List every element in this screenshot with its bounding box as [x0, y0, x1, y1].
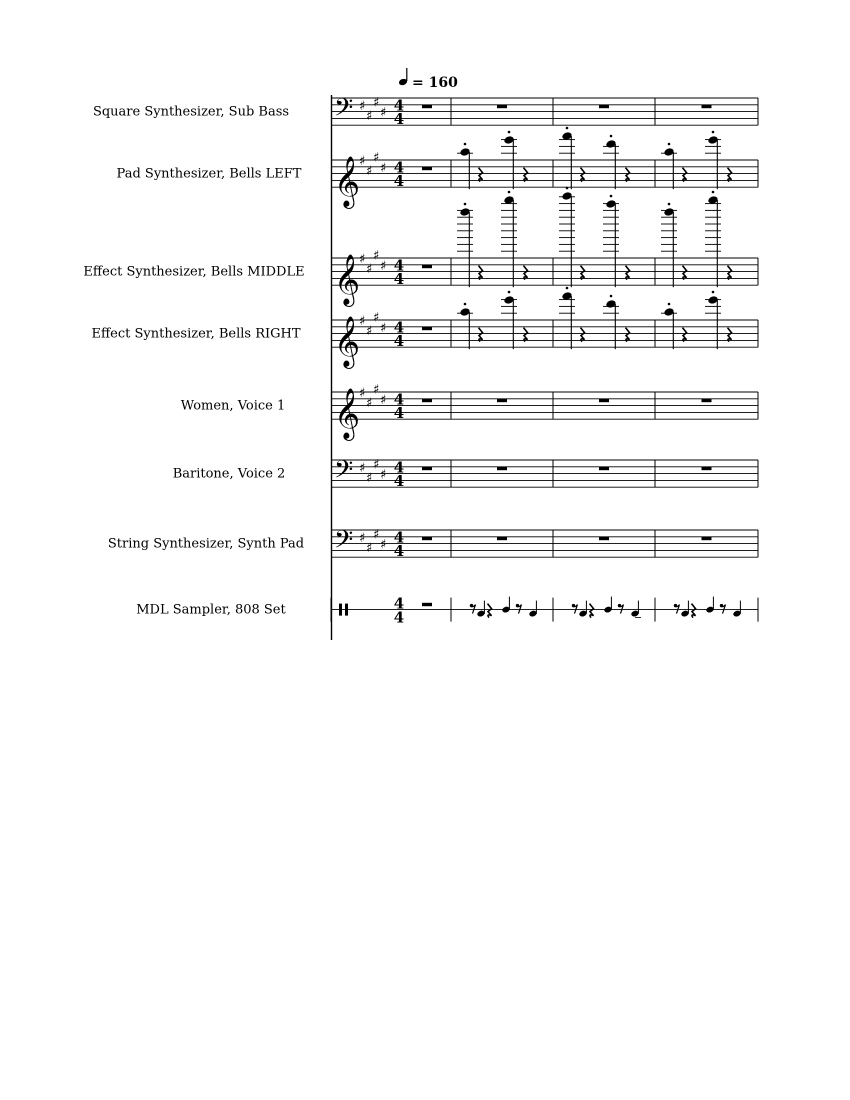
key-sharp-icon: ♯: [366, 471, 373, 486]
measure-1: [422, 327, 432, 330]
quarter-rest: [626, 266, 630, 280]
whole-rest: [599, 105, 609, 108]
quarter-rest: [683, 328, 687, 342]
key-sharp-icon: ♯: [380, 537, 387, 553]
measure-2: [497, 537, 507, 540]
measure-3: [599, 399, 609, 402]
staff-bells-middle: [83, 187, 758, 308]
time-signature-numerator: 4: [393, 528, 405, 547]
whole-rest: [599, 537, 609, 540]
whole-rest: [702, 399, 712, 402]
instrument-name: Effect Synthesizer, Bells MIDDLE: [83, 264, 305, 280]
quarter-rest: [479, 266, 483, 280]
measure-1: [422, 467, 432, 470]
measure-4: [702, 105, 712, 108]
key-sharp-icon: ♯: [373, 310, 380, 326]
measure-1: [422, 265, 432, 268]
staccato-dot: [464, 143, 467, 146]
staff-bells-left: [117, 127, 758, 210]
time-signature-numerator: 4: [393, 390, 405, 409]
staccato-dot: [508, 131, 511, 134]
treble-clef-icon: 𝄞: [334, 156, 361, 208]
percussion-clef-icon: [339, 604, 342, 616]
quarter-rest: [524, 328, 528, 342]
key-sharp-icon: ♯: [373, 527, 380, 543]
key-sharp-icon: ♯: [359, 252, 366, 267]
instrument-name: MDL Sampler, 808 Set: [136, 602, 286, 618]
treble-clef-icon: 𝄞: [334, 316, 361, 368]
key-sharp-icon: ♯: [366, 324, 373, 340]
staccato-dot: [566, 127, 569, 130]
time-signature-numerator: 4: [393, 256, 405, 275]
instrument-name: Effect Synthesizer, Bells RIGHT: [91, 326, 301, 342]
measure-3: [599, 105, 609, 108]
key-sharp-icon: ♯: [359, 530, 366, 546]
time-signature-denominator: 4: [393, 270, 405, 289]
whole-rest: [422, 167, 432, 170]
quarter-rest: [581, 266, 585, 280]
staccato-dot: [712, 131, 715, 134]
quarter-rest: [590, 604, 594, 618]
time-signature-numerator: 4: [393, 158, 405, 177]
staff-synth-pad: [108, 525, 758, 560]
quarter-rest: [728, 168, 732, 182]
whole-rest: [702, 105, 712, 108]
key-sharp-icon: ♯: [359, 314, 366, 329]
staccato-dot: [464, 203, 467, 206]
measure-4: [661, 191, 732, 288]
measure-3: [559, 187, 630, 288]
time-signature-denominator: 4: [393, 404, 405, 423]
measure-4: [674, 597, 742, 618]
whole-rest: [497, 467, 507, 470]
quarter-rest: [626, 168, 630, 182]
quarter-rest: [479, 168, 483, 182]
staff-baritone: [173, 455, 758, 490]
whole-rest: [422, 105, 432, 108]
tempo-quarter-note-icon: [398, 68, 408, 86]
whole-rest: [497, 537, 507, 540]
time-signature-numerator: 4: [393, 318, 405, 337]
measure-1: [422, 399, 432, 402]
whole-rest: [422, 537, 432, 540]
instrument-name: String Synthesizer, Synth Pad: [107, 536, 305, 552]
key-sharp-icon: ♯: [359, 460, 366, 476]
staff-sub-bass: [93, 93, 758, 128]
bass-clef-icon: 𝄢: [334, 455, 354, 491]
quarter-rest: [524, 266, 528, 280]
key-sharp-icon: ♯: [359, 154, 366, 169]
time-signature-denominator: 4: [393, 472, 405, 491]
staccato-dot: [712, 191, 715, 194]
measure-2: [470, 597, 538, 618]
staccato-dot: [668, 143, 671, 146]
time-signature-numerator: 4: [393, 458, 405, 477]
key-sharp-icon: ♯: [373, 457, 380, 473]
key-sharp-icon: ♯: [373, 150, 380, 166]
measure-3: [572, 597, 641, 618]
time-signature-denominator: 4: [393, 110, 405, 129]
time-signature-numerator: 4: [393, 594, 405, 613]
staccato-dot: [566, 287, 569, 290]
key-sharp-icon: ♯: [366, 109, 373, 124]
treble-clef-icon: 𝄞: [334, 388, 361, 440]
staccato-dot: [508, 291, 511, 294]
instrument-name: Women, Voice 1: [180, 398, 286, 414]
quarter-rest: [626, 328, 630, 342]
measure-4: [702, 537, 712, 540]
key-sharp-icon: ♯: [380, 258, 387, 274]
time-signature-denominator: 4: [393, 332, 405, 351]
measure-1: [422, 105, 432, 108]
time-signature-denominator: 4: [393, 608, 405, 627]
measure-4: [702, 399, 712, 402]
measure-2: [457, 191, 528, 288]
whole-rest: [422, 399, 432, 402]
quarter-rest: [692, 604, 696, 618]
time-signature-numerator: 4: [393, 96, 405, 115]
staccato-dot: [464, 303, 467, 306]
measure-3: [559, 127, 630, 190]
time-signature-denominator: 4: [393, 542, 405, 561]
key-sharp-icon: ♯: [359, 98, 366, 114]
key-sharp-icon: ♯: [373, 248, 380, 264]
quarter-rest: [581, 168, 585, 182]
bass-clef-icon: 𝄢: [334, 93, 354, 129]
key-sharp-icon: ♯: [380, 392, 387, 408]
measure-3: [559, 287, 630, 350]
quarter-rest: [524, 168, 528, 182]
instrument-name: Baritone, Voice 2: [172, 466, 286, 482]
instrument-name: Square Synthesizer, Sub Bass: [92, 104, 290, 120]
staccato-dot: [668, 303, 671, 306]
whole-rest: [497, 105, 507, 108]
key-sharp-icon: ♯: [373, 95, 380, 111]
whole-rest: [599, 399, 609, 402]
staccato-dot: [610, 195, 613, 198]
staccato-dot: [610, 295, 613, 298]
measure-3: [599, 467, 609, 470]
whole-rest: [422, 603, 432, 606]
staccato-dot: [712, 291, 715, 294]
measure-2: [497, 399, 507, 402]
staccato-dot: [508, 191, 511, 194]
key-sharp-icon: ♯: [380, 160, 387, 176]
measure-3: [599, 537, 609, 540]
key-sharp-icon: ♯: [380, 105, 387, 121]
percussion-clef-icon: [345, 604, 348, 616]
quarter-rest: [728, 328, 732, 342]
whole-rest: [702, 467, 712, 470]
quarter-rest: [479, 328, 483, 342]
staccato-dot: [566, 187, 569, 190]
time-signature-denominator: 4: [393, 172, 405, 191]
quarter-rest: [683, 168, 687, 182]
key-sharp-icon: ♯: [373, 382, 380, 398]
key-sharp-icon: ♯: [366, 396, 373, 412]
measure-1: [422, 167, 432, 170]
staff-women: [181, 383, 758, 442]
staccato-dot: [668, 203, 671, 206]
tempo-text: = 160: [412, 75, 458, 91]
quarter-rest: [581, 328, 585, 342]
key-sharp-icon: ♯: [380, 467, 387, 483]
measure-1: [422, 603, 432, 606]
measure-2: [497, 467, 507, 470]
whole-rest: [422, 327, 432, 330]
treble-clef-icon: 𝄞: [334, 254, 361, 306]
whole-rest: [497, 399, 507, 402]
tempo-marking: [398, 68, 458, 91]
measure-2: [497, 105, 507, 108]
key-sharp-icon: ♯: [366, 541, 373, 556]
measure-4: [702, 467, 712, 470]
instrument-name: Pad Synthesizer, Bells LEFT: [116, 166, 302, 182]
whole-rest: [599, 467, 609, 470]
staff-bells-right: [91, 287, 758, 370]
key-sharp-icon: ♯: [359, 386, 366, 401]
staff-drums: [136, 595, 758, 627]
whole-rest: [702, 537, 712, 540]
measure-1: [422, 537, 432, 540]
key-sharp-icon: ♯: [366, 262, 373, 278]
quarter-rest: [488, 604, 492, 618]
staccato-dot: [610, 135, 613, 138]
whole-rest: [422, 467, 432, 470]
bass-clef-icon: 𝄢: [334, 525, 354, 561]
quarter-rest: [728, 266, 732, 280]
staves: [83, 93, 758, 626]
key-sharp-icon: ♯: [380, 320, 387, 336]
key-sharp-icon: ♯: [366, 164, 373, 180]
whole-rest: [422, 265, 432, 268]
quarter-rest: [683, 266, 687, 280]
